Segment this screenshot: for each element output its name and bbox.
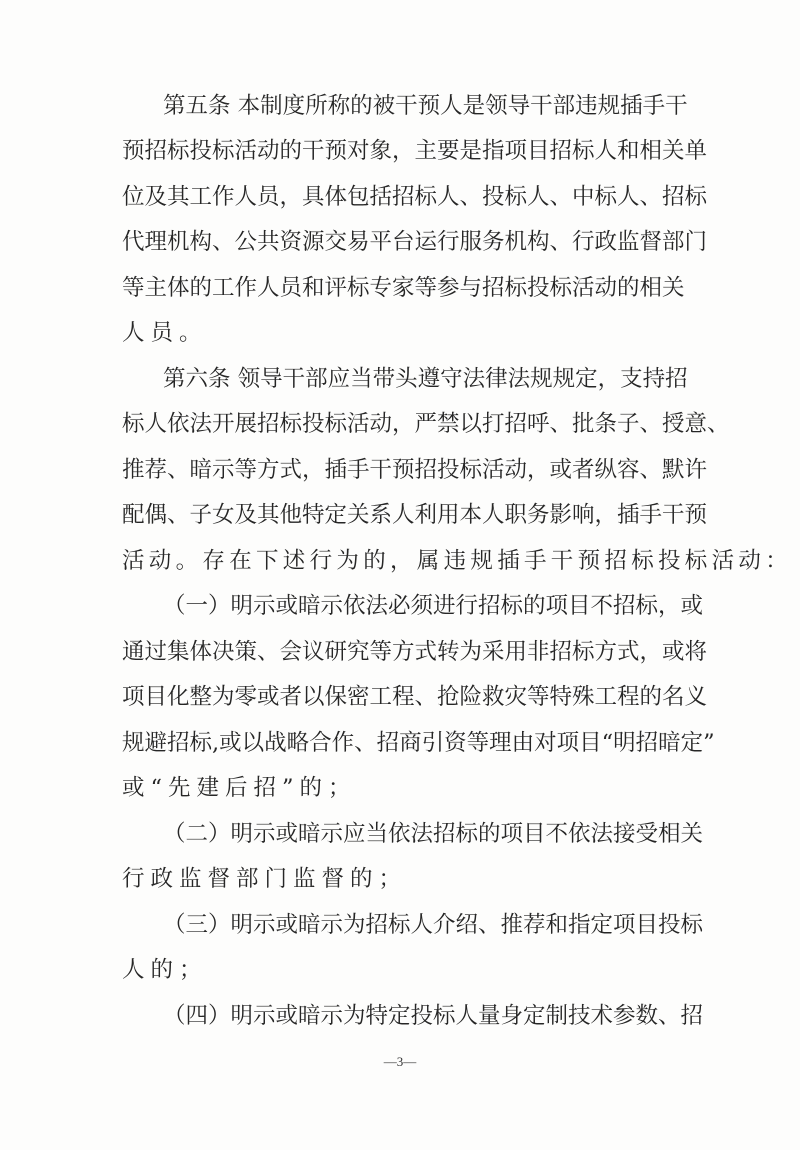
text-line: 通过集体决策、会议研究等方式转为采用非招标方式，或将 (122, 639, 708, 665)
text-line: 项目化整为零或者以保密工程、抢险救灾等特殊工程的名义 (122, 684, 708, 710)
text-line: （一）明示或暗示依法必须进行招标的项目不招标，或 (163, 593, 704, 619)
text-line: 人员。 (122, 320, 208, 346)
page-number: —3— (383, 1054, 417, 1069)
text-line: 预招标投标活动的干预对象，主要是指项目招标人和相关单 (122, 138, 708, 164)
text-line: 第六条 领导干部应当带头遵守法律法规规定，支持招 (163, 366, 688, 392)
text-line: （四）明示或暗示为特定投标人量身定制技术参数、招 (163, 1003, 704, 1029)
text-line: 位及其工作人员，具体包括招标人、投标人、中标人、招标 (122, 184, 708, 210)
text-line: 推荐、暗示等方式，插手干预招投标活动，或者纵容、默许 (122, 457, 708, 483)
text-line: 或“先建后招”的； (122, 775, 357, 801)
text-line: （二）明示或暗示应当依法招标的项目不依法接受相关 (163, 821, 704, 847)
text-line: 配偶、子女及其他特定关系人利用本人职务影响，插手干预 (122, 502, 708, 528)
text-line: （三）明示或暗示为招标人介绍、推荐和指定项目投标 (163, 912, 704, 938)
text-line: 人的； (122, 957, 208, 983)
text-line: 规避招标,或以战略合作、招商引资等理由对项目“明招暗定” (122, 730, 715, 756)
text-line: 行政监督部门监督的； (122, 866, 408, 892)
text-line: 标人依法开展招标投标活动，严禁以打招呼、批条子、授意、 (122, 411, 730, 437)
text-line: 活动。存在下述行为的，属违规插手干预招标投标活动： (122, 548, 793, 574)
text-line: 代理机构、公共资源交易平台运行服务机构、行政监督部门 (122, 229, 708, 255)
text-line: 等主体的工作人员和评标专家等参与招标投标活动的相关 (122, 275, 685, 301)
text-line: 第五条 本制度所称的被干预人是领导干部违规插手干 (163, 93, 688, 119)
